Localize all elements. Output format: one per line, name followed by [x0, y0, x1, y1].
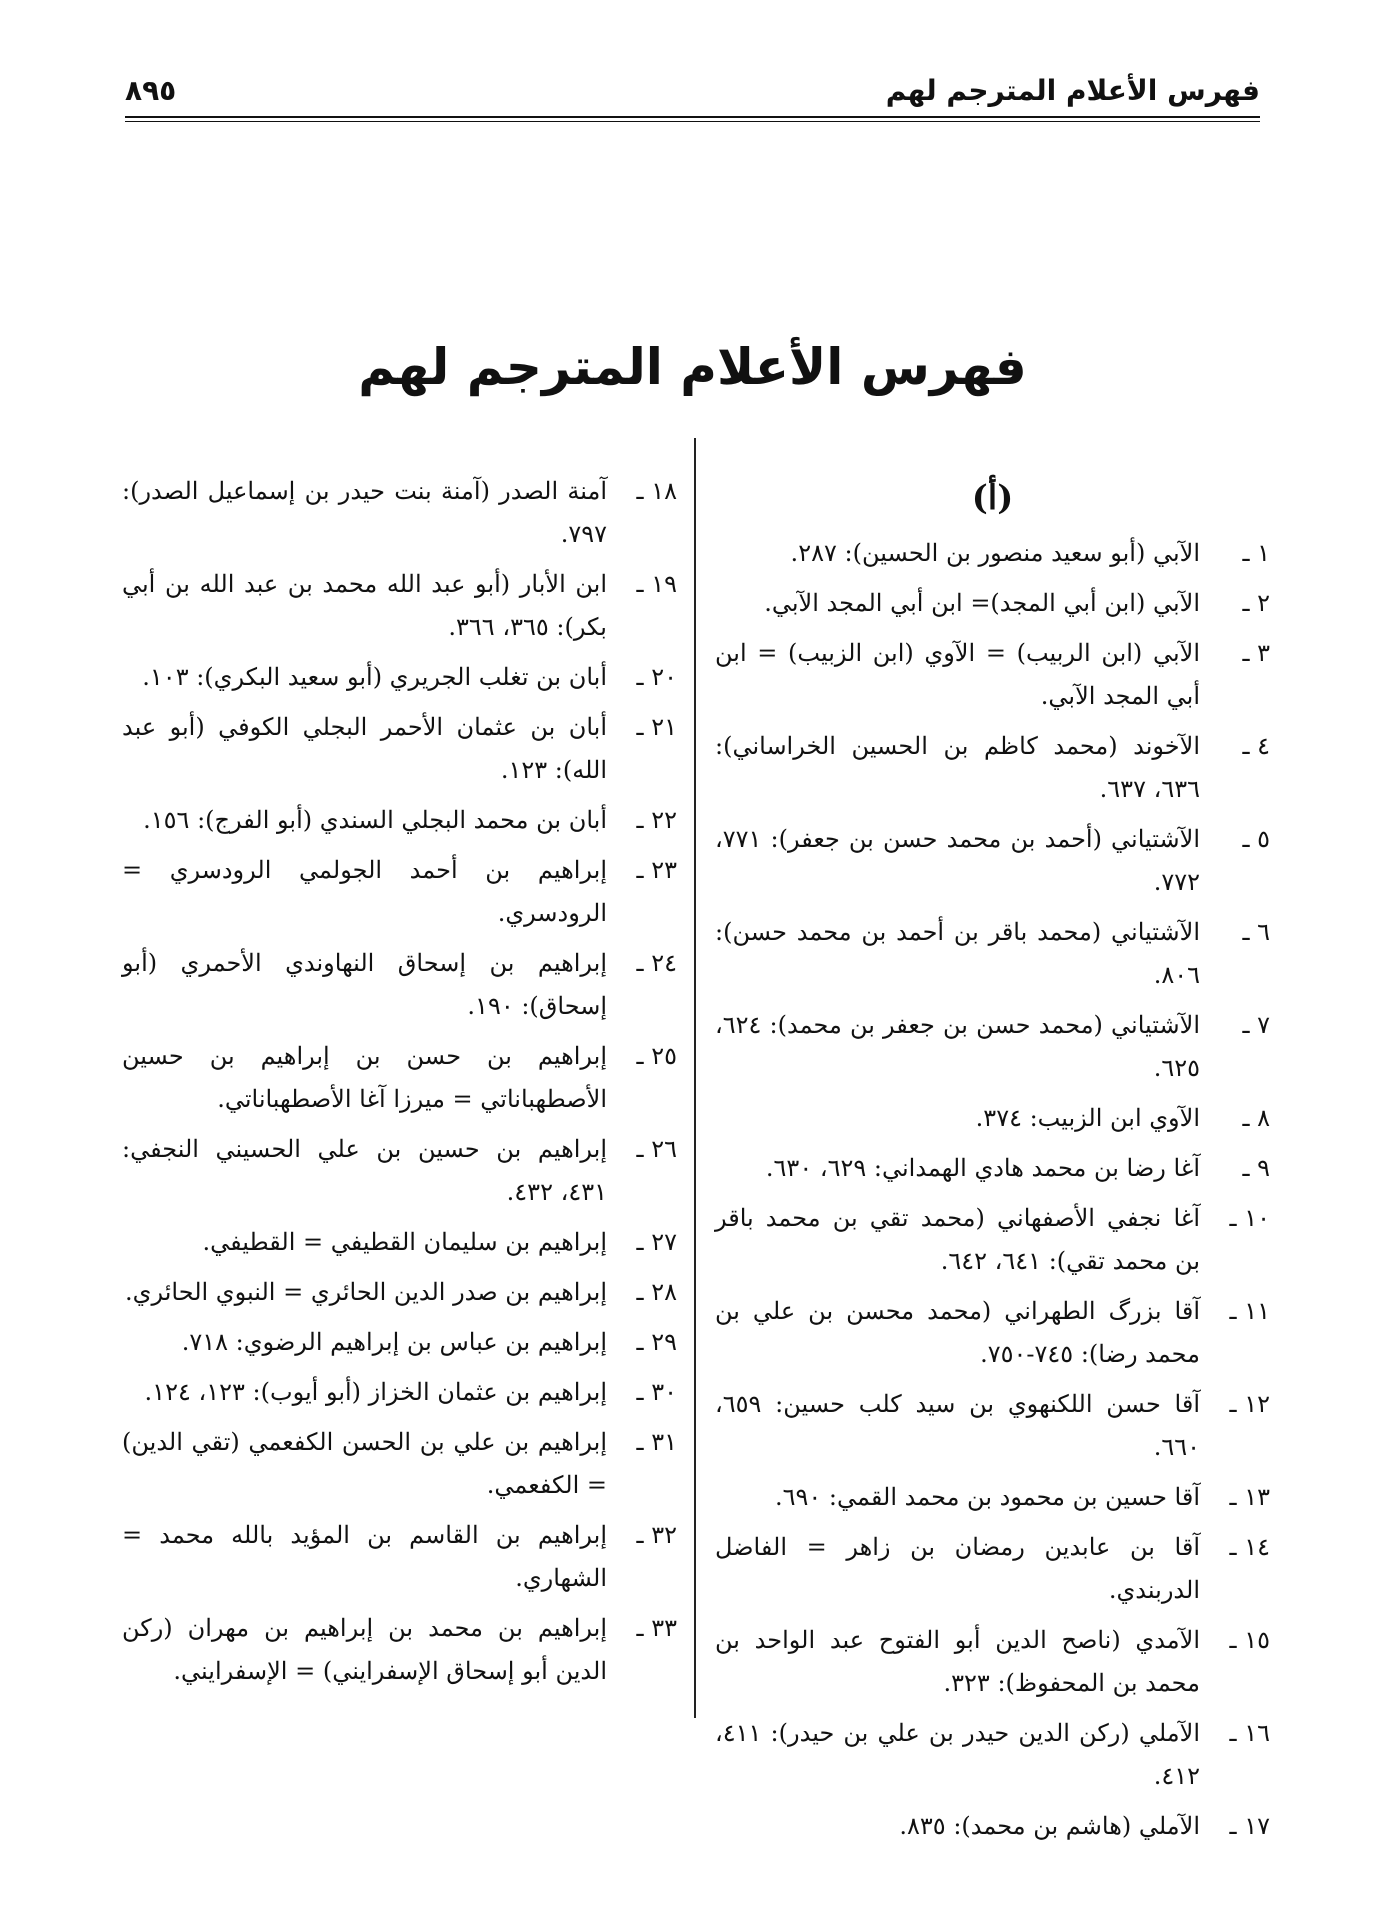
entry-text: إبراهيم بن محمد بن إبراهيم بن مهران (ركن الدين أبو إسحاق الإسفرايني) = الإسفرايني. [122, 1614, 607, 1685]
entry-number: ٧ ـ [1242, 1011, 1270, 1039]
index-entry [715, 1619, 1270, 1705]
page-header [125, 74, 1260, 114]
right-entry-list [715, 532, 1270, 1848]
entry-text: آغا نجفي الأصفهاني (محمد تقي بن محمد باقر بن محمد تقي): ٦٤١، ٦٤٢. [715, 1204, 1200, 1275]
entry-number: ٩ ـ [1242, 1154, 1270, 1182]
entry-number: ٢٦ ـ [636, 1135, 677, 1163]
index-entry [715, 1004, 1270, 1090]
entry-text: الآشتياني (أحمد بن محمد حسن بن جعفر): ٧٧١، ٧٧٢. [715, 825, 1200, 896]
index-entry [122, 799, 677, 842]
entry-number: ١١ ـ [1229, 1297, 1270, 1325]
index-entry [122, 1035, 677, 1121]
entry-text: إبراهيم بن سليمان القطيفي = القطيفي. [202, 1228, 607, 1256]
entry-text: آمنة الصدر (آمنة بنت حيدر بن إسماعيل الصدر): ٧٩٧. [122, 477, 607, 548]
index-column-right [715, 470, 1270, 1855]
entry-text: إبراهيم بن علي بن الحسن الكفعمي (تقي الدين) = الكفعمي. [122, 1428, 607, 1499]
index-entry [715, 1476, 1270, 1519]
entry-number: ٢٩ ـ [636, 1328, 677, 1356]
index-entry [715, 632, 1270, 718]
entry-text: الآبي (ابن الربيب) = الآوي (ابن الزبيب) = ابن أبي المجد الآبي. [715, 639, 1200, 710]
entry-number: ١٥ ـ [1229, 1626, 1270, 1654]
entry-text: الآمدي (ناصح الدين أبو الفتوح عبد الواحد بن محمد بن المحفوظ): ٣٢٣. [715, 1626, 1200, 1697]
index-entry [122, 1271, 677, 1314]
index-column-left [122, 470, 677, 1700]
entry-number: ١٨ ـ [636, 477, 677, 505]
index-entry [122, 1607, 677, 1693]
entry-number: ١٠ ـ [1229, 1204, 1270, 1232]
index-entry [122, 849, 677, 935]
page-number: ٨٩٥ [125, 74, 177, 107]
entry-number: ١٣ ـ [1229, 1483, 1270, 1511]
entry-text: الآوي ابن الزبيب: ٣٧٤. [975, 1104, 1200, 1132]
left-entry-list [122, 470, 677, 1693]
index-entry [122, 1221, 677, 1264]
entry-number: ٣١ ـ [636, 1428, 677, 1456]
index-entry [715, 1197, 1270, 1283]
entry-number: ٨ ـ [1242, 1104, 1270, 1132]
entry-text: إبراهيم بن القاسم بن المؤيد بالله محمد = الشهاري. [122, 1521, 607, 1592]
entry-number: ٤ ـ [1242, 732, 1270, 760]
index-entry [122, 470, 677, 556]
index-entry [122, 656, 677, 699]
entry-text: الآشتياني (محمد باقر بن أحمد بن محمد حسن): ٨٠٦. [715, 918, 1200, 989]
entry-text: إبراهيم بن إسحاق النهاوندي الأحمري (أبو إسحاق): ١٩٠. [122, 949, 607, 1020]
entry-number: ٣ ـ [1242, 639, 1270, 667]
index-entry [122, 1371, 677, 1414]
index-entry [715, 1712, 1270, 1798]
entry-text: آقا حسين بن محمود بن محمد القمي: ٦٩٠. [774, 1483, 1200, 1511]
entry-number: ٢٧ ـ [636, 1228, 677, 1256]
entry-text: إبراهيم بن عثمان الخزاز (أبو أيوب): ١٢٣، ١٢٤. [144, 1378, 607, 1406]
entry-text: الآملي (هاشم بن محمد): ٨٣٥. [899, 1812, 1200, 1840]
index-entry [122, 942, 677, 1028]
entry-text: أبان بن محمد البجلي السندي (أبو الفرج): ١٥٦. [143, 806, 607, 834]
entry-number: ٥ ـ [1242, 825, 1270, 853]
index-entry [715, 1805, 1270, 1848]
entry-text: الآبي (ابن أبي المجد)= ابن أبي المجد الآبي. [764, 589, 1200, 617]
entry-text: إبراهيم بن حسن بن إبراهيم بن حسين الأصطهباناتي = ميرزا آغا الأصطهباناتي. [122, 1042, 607, 1113]
entry-number: ٢ ـ [1242, 589, 1270, 617]
entry-text: آغا رضا بن محمد هادي الهمداني: ٦٢٩، ٦٣٠. [765, 1154, 1200, 1182]
index-entry [715, 911, 1270, 997]
entry-text: أبان بن عثمان الأحمر البجلي الكوفي (أبو عبد الله): ١٢٣. [122, 713, 607, 784]
index-entry [715, 532, 1270, 575]
entry-number: ١٢ ـ [1229, 1390, 1270, 1418]
index-entry [715, 1383, 1270, 1469]
entry-text: أبان بن تغلب الجريري (أبو سعيد البكري): ١٠٣. [142, 663, 607, 691]
page-title: فهرس الأعلام المترجم لهم [358, 338, 1027, 396]
entry-text: إبراهيم بن حسين بن علي الحسيني النجفي: ٤٣١، ٤٣٢. [122, 1135, 607, 1206]
entry-text: آقا حسن اللكنهوي بن سيد كلب حسين: ٦٥٩، ٦٦٠. [715, 1390, 1200, 1461]
index-entry [122, 1421, 677, 1507]
index-entry [715, 725, 1270, 811]
index-entry [715, 818, 1270, 904]
section-letter-heading: (أ) [971, 478, 1014, 518]
entry-text: الآشتياني (محمد حسن بن جعفر بن محمد): ٦٢٤، ٦٢٥. [715, 1011, 1200, 1082]
entry-text: آقا بزرگ الطهراني (محمد محسن بن علي بن محمد رضا): ٧٤٥-٧٥٠. [715, 1297, 1200, 1368]
header-rule [125, 116, 1260, 118]
header-rule-thin [125, 121, 1260, 122]
entry-number: ١٦ ـ [1229, 1719, 1270, 1747]
entry-number: ١ ـ [1242, 539, 1270, 567]
entry-text: الآملي (ركن الدين حيدر بن علي بن حيدر): ٤١١، ٤١٢. [715, 1719, 1200, 1790]
entry-text: إبراهيم بن أحمد الجولمي الرودسري = الرودسري. [122, 856, 607, 927]
entry-number: ٣٠ ـ [636, 1378, 677, 1406]
entry-text: إبراهيم بن عباس بن إبراهيم الرضوي: ٧١٨. [181, 1328, 607, 1356]
entry-number: ٢٥ ـ [636, 1042, 677, 1070]
index-entry [122, 706, 677, 792]
index-entry [715, 1147, 1270, 1190]
index-entry [715, 1097, 1270, 1140]
entry-number: ٢٨ ـ [636, 1278, 677, 1306]
index-entry [715, 582, 1270, 625]
index-entry [715, 1526, 1270, 1612]
index-entry [715, 1290, 1270, 1376]
entry-number: ٣٣ ـ [636, 1614, 677, 1642]
entry-number: ٢٤ ـ [636, 949, 677, 977]
entry-number: ٣٢ ـ [636, 1521, 677, 1549]
entry-number: ١٩ ـ [636, 570, 677, 598]
entry-number: ٦ ـ [1242, 918, 1270, 946]
running-title: فهرس الأعلام المترجم لهم [885, 74, 1260, 107]
entry-text: الآخوند (محمد كاظم بن الحسين الخراساني): ٦٣٦، ٦٣٧. [715, 732, 1200, 803]
column-divider [694, 438, 696, 1718]
index-entry [122, 1128, 677, 1214]
entry-number: ١٤ ـ [1229, 1533, 1270, 1561]
entry-text: الآبي (أبو سعيد منصور بن الحسين): ٢٨٧. [790, 539, 1200, 567]
entry-number: ٢١ ـ [636, 713, 677, 741]
entry-text: ابن الأبار (أبو عبد الله محمد بن عبد الله بن أبي بكر): ٣٦٥، ٣٦٦. [122, 570, 607, 641]
index-entry [122, 1514, 677, 1600]
entry-number: ٢٣ ـ [636, 856, 677, 884]
entry-text: إبراهيم بن صدر الدين الحائري = النبوي الحائري. [125, 1278, 607, 1306]
index-entry [122, 1321, 677, 1364]
index-entry [122, 563, 677, 649]
entry-number: ١٧ ـ [1229, 1812, 1270, 1840]
entry-number: ٢٢ ـ [636, 806, 677, 834]
entry-text: آقا بن عابدين رمضان بن زاهر = الفاضل الدربندي. [715, 1533, 1200, 1604]
entry-number: ٢٠ ـ [636, 663, 677, 691]
